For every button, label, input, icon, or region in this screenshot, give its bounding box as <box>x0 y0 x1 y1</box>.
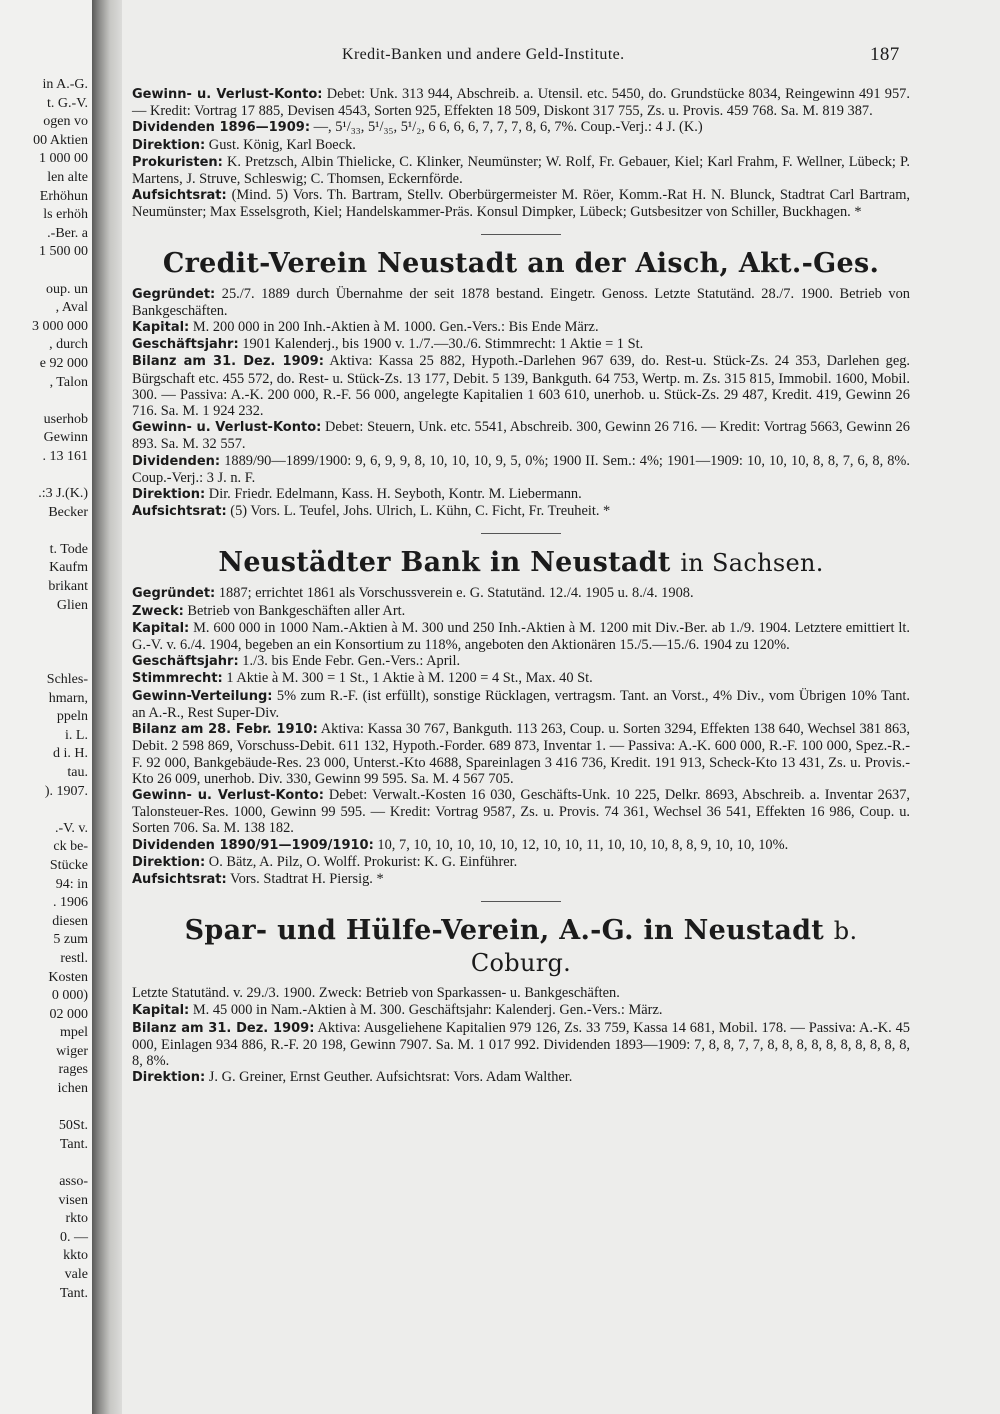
entry-paragraph: Gewinn- u. Verlust-Konto: Debet: Unk. 313 944, Abschreib. a. Utensil. etc. 5450, do. Grundstücke 8034, Reingewinn 491 957. — Kredit: Vortrag 17 885, Devisen 4543, Sorten 925, Effekten 18 509, Diskont 317 755, Zs. u. Provis. 459 768. Sa. M. 819 387. <box>132 86 910 120</box>
margin-fragment: Tant. <box>59 1136 88 1152</box>
margin-fragment: Gewinn <box>43 430 88 446</box>
entry-paragraph: Gewinn-Verteilung: 5% zum R.-F. (ist erfüllt), sonstige Rücklagen, vertragsm. Tant. an Vorst., 4% Div., vom Übrigen 10% Tant. an A.-R., Rest Super-Div. <box>132 687 910 721</box>
margin-fragment: 0 000) <box>51 988 88 1004</box>
document-page <box>122 0 1000 1414</box>
entry-paragraph: Prokuristen: K. Pretzsch, Albin Thielicke, C. Klinker, Neumünster; W. Rolf, Fr. Gebauer, Kiel; Karl Frahm, F. Wellner, Lübeck; P. Martens, J. Struve, Schleswig; C. Thomsen, Eckernförde. <box>132 153 910 188</box>
margin-fragment: asso- <box>59 1174 88 1190</box>
margin-fragment: 3 000 000 <box>32 318 88 334</box>
section-continuation <box>132 86 910 221</box>
entry-paragraph: Dividenden 1896—1909: —, 5¹/₃₃, 5¹/₃₅, 5¹/₂, 6 6, 6, 6, 7, 7, 7, 8, 6, 7%. Coup.-Verj.: 4 J. (K.) <box>132 119 703 136</box>
margin-fragment: .:3 J.(K.) <box>38 486 88 502</box>
margin-fragment: Kaufm <box>49 560 88 576</box>
entry-paragraph: Stimmrecht: 1 Aktie à M. 300 = 1 St., 1 Aktie à M. 1200 = 4 St., Max. 40 St. <box>132 670 593 687</box>
margin-fragment: tau. <box>67 764 88 780</box>
margin-fragment: Tant. <box>59 1285 88 1301</box>
margin-fragment: ogen vo <box>43 114 88 130</box>
entry-paragraph: Kapital: M. 600 000 in 1000 Nam.-Aktien à M. 300 und 250 Inh.-Aktien à M. 1200 mit Div.-Ber. ab 1./9. 1904. Letztere emittiert lt. G.-V. v. 6./4. 1904, begeben an ein Konsortium zu 118%, angeboten den Aktionären 15./5.—15./6. 1904 zu 120%. <box>132 619 910 654</box>
margin-fragment: e 92 000 <box>39 355 88 371</box>
margin-fragment: ls erhöh <box>43 207 88 223</box>
margin-fragment: rkto <box>65 1211 88 1227</box>
margin-fragment <box>0 392 92 411</box>
page-content <box>132 86 910 1086</box>
margin-fragment <box>0 1154 92 1173</box>
margin-fragment: wiger <box>56 1043 88 1059</box>
margin-fragment: Stücke <box>49 857 88 873</box>
margin-fragment: oup. un <box>46 281 88 297</box>
entry-paragraph: Geschäftsjahr: 1./3. bis Ende Febr. Gen.-Vers.: April. <box>132 653 461 670</box>
margin-fragment <box>0 634 92 653</box>
entry-paragraph: Gewinn- u. Verlust-Konto: Debet: Steuern, Unk. etc. 5541, Abschreib. 300, Gewinn 26 716. — Kredit: Vortrag 5663, Gewinn 26 893. Sa. M. 32 557. <box>132 419 910 453</box>
margin-fragment: Kosten <box>48 969 88 985</box>
margin-fragment: , durch <box>49 337 88 353</box>
margin-fragment: vale <box>64 1267 88 1282</box>
margin-fragment: 50St. <box>58 1118 88 1134</box>
margin-fragment: Becker <box>48 504 88 520</box>
entry-paragraph: Dividenden: 1889/90—1899/1900: 9, 6, 9, 9, 8, 10, 10, 10, 9, 5, 0%; 1900 II. Sem.: 4%; 1901—1909: 10, 10, 10, 8, 8, 7, 6, 8, 8%. Coup.-Verj.: 3 J. n. F. <box>132 452 910 486</box>
margin-fragment: len alte <box>47 169 88 185</box>
margin-fragment <box>0 522 92 541</box>
entry-paragraph: Gegründet: 25./7. 1889 durch Übernahme der seit 1878 bestand. Eingetr. Genoss. Letzte Statutänd. 28./7. 1900. Betrieb von Bankgeschäften. <box>132 285 910 319</box>
section-neustaedter-bank <box>132 547 910 888</box>
entry-paragraph: Kapital: M. 45 000 in Nam.-Aktien à M. 300. Geschäftsjahr: Kalenderj. Gen.-Vers.: März. <box>132 1002 663 1019</box>
margin-fragment: ichen <box>57 1081 88 1097</box>
margin-fragment: visen <box>58 1192 88 1208</box>
entry-paragraph: Letzte Statutänd. v. 29./3. 1900. Zweck: Betrieb von Sparkassen- u. Bankgeschäften. <box>132 985 620 1002</box>
margin-fragment: ). 1907. <box>44 783 88 799</box>
margin-fragment: ppeln <box>56 709 88 725</box>
entry-paragraph: Gewinn- u. Verlust-Konto: Debet: Verwalt.-Kosten 16 030, Geschäfts-Unk. 10 225, Delkr. 8693, Abschreib. a. Inventar 2637, Talonsteuer-Res. 1000, Gewinn 99 595. — Kredit: Vortrag 9587, Zs. u. Provis. 74 361, Wechsel 36 541, Effekten 16 986, Coup. u. Sorten 706. Sa. M. 138 182. <box>132 786 910 837</box>
margin-fragment: diesen <box>52 913 88 929</box>
margin-fragment: Schles- <box>46 672 88 687</box>
entry-paragraph: Gegründet: 1887; errichtet 1861 als Vorschussverein e. G. Statutänd. 12./4. 1905 u. 8./4. 1908. <box>132 585 694 602</box>
entry-paragraph: Bilanz am 31. Dez. 1909: Aktiva: Ausgeliehene Kapitalien 979 126, Zs. 33 759, Kassa 14 681, Mobil. 178. — Passiva: A.-K. 45 000, Einlagen 934 886, R.-F. 20 198, Gewinn 7907. Sa. M. 1 017 992. Dividenden 1893—1909: 7, 8, 8, 7, 7, 8, 8, 8, 8, 8, 8, 8, 8, 8, 8, 8, 8%. <box>132 1019 911 1069</box>
section-divider <box>481 901 561 902</box>
entry-paragraph: Direktion: Gust. König, Karl Boeck. <box>132 136 356 153</box>
margin-fragment: Erhöhun <box>39 188 88 204</box>
margin-fragment: 00 Aktien <box>33 132 88 148</box>
entry-paragraph: Direktion: J. G. Greiner, Ernst Geuther. Aufsichtsrat: Vors. Adam Walther. <box>132 1069 573 1086</box>
margin-fragment: . 13 161 <box>42 448 88 464</box>
entry-paragraph: Aufsichtsrat: (5) Vors. L. Teufel, Johs. Ulrich, L. Kühn, C. Ficht, Fr. Treuheit. * <box>132 503 611 520</box>
margin-fragment: kkto <box>63 1248 88 1264</box>
section-heading: Neustädter Bank in Neustadt in Sachsen. <box>218 547 824 579</box>
entry-paragraph: Geschäftsjahr: 1901 Kalenderj., bis 1900 v. 1./7.—30./6. Stimmrecht: 1 Aktie = 1 St. <box>132 336 644 353</box>
entry-paragraph: Aufsichtsrat: (Mind. 5) Vors. Th. Bartram, Stellv. Oberbürgermeister M. Röer, Komm.-Rat H. N. Blunck, Stadtrat Carl Bartram, Neumünster; Max Esselsgroth, Kiel; Handelskammer-Präs. Konsul Dimpker, Lübeck; Gutsbesitzer von Schiller, Buckhagen. * <box>132 187 910 221</box>
margin-fragment: 5 zum <box>53 932 88 948</box>
margin-fragment: ck be- <box>53 839 88 855</box>
section-heading: Spar- und Hülfe-Verein, A.-G. in Neustadt b. Coburg. <box>184 915 858 978</box>
margin-fragment <box>0 466 92 485</box>
entry-paragraph: Bilanz am 28. Febr. 1910: Aktiva: Kassa 30 767, Bankguth. 113 263, Coup. u. Sorten 3294, Effekten 138 640, Wechsel 381 863, Debit. 2 598 869, Vorschuss-Debit. 611 132, Hypoth.-Forder. 689 873, Inventar 1. — Passiva: A.-K. 600 000, R.-F. 100 000, Spez.-R.-F. 92 000, Bankgebäude-Res. 23 000, Unterst.-Kto 4688, Spareinlagen 3 416 736, Kredit. 191 913, Scheck-Kto 13 431, Zs. u. Provis.-Kto 26 009, unerhob. Div. 330, Gewinn 99 595. Sa. M. 4 567 705. <box>132 721 910 787</box>
book-gutter <box>92 0 122 1414</box>
left-page-margin-fragments <box>0 0 92 1414</box>
margin-fragment: i. L. <box>65 727 88 743</box>
entry-paragraph: Aufsichtsrat: Vors. Stadtrat H. Piersig. * <box>132 870 384 887</box>
margin-fragment: userhob <box>43 411 88 427</box>
margin-fragment: 02 000 <box>49 1006 88 1022</box>
margin-fragment: in A.-G. <box>42 77 88 92</box>
entry-paragraph: Kapital: M. 200 000 in 200 Inh.-Aktien à M. 1000. Gen.-Vers.: Bis Ende März. <box>132 319 599 336</box>
margin-fragment <box>0 652 92 671</box>
entry-paragraph: Direktion: Dir. Friedr. Edelmann, Kass. H. Seyboth, Kontr. M. Liebermann. <box>132 486 582 503</box>
section-credit-verein <box>132 248 910 521</box>
margin-fragment: rages <box>58 1062 88 1078</box>
margin-fragment: .-V. v. <box>54 820 88 836</box>
margin-fragment: 0. — <box>60 1229 88 1245</box>
margin-fragment: . 1906 <box>53 895 88 911</box>
margin-fragment: mpel <box>60 1025 88 1041</box>
margin-fragment: .-Ber. a <box>47 225 88 241</box>
running-title: Kredit-Banken und andere Geld-Institute. <box>342 46 625 63</box>
margin-fragment: , Talon <box>49 374 88 390</box>
margin-fragment: Glien <box>56 597 88 613</box>
margin-fragment: 94: in <box>55 876 88 892</box>
section-spar-huelfe-verein <box>132 915 910 1086</box>
margin-fragment: t. G.-V. <box>47 95 88 111</box>
margin-fragment: 1 000 00 <box>39 151 88 167</box>
entry-paragraph: Direktion: O. Bätz, A. Pilz, O. Wolff. Prokurist: K. G. Einführer. <box>132 853 518 870</box>
margin-fragment: brikant <box>48 579 88 595</box>
section-divider <box>481 234 561 235</box>
margin-fragment <box>0 1099 92 1118</box>
entry-paragraph: Zweck: Betrieb von Bankgeschäften aller Art. <box>132 602 406 619</box>
margin-fragment: hmarn, <box>48 690 88 706</box>
margin-fragment <box>0 801 92 820</box>
page-number: 187 <box>870 44 900 65</box>
entry-paragraph: Bilanz am 31. Dez. 1909: Aktiva: Kassa 25 882, Hypoth.-Darlehen 967 639, do. Rest-u. Stück-Zs. 24 353, Darlehen geg. Bürgschaft etc. 455 572, do. Rest- u. Stück-Zs. 13 177, Debit. 5 139, Bankguth. 64 753, Wertp. m. Zs. 315 815, Immobil. 1600, Mobil. 300. — Passiva: A.-K. 200 000, R.-F. 56 000, angelegte Kapitalien 1 603 610, unerhob. u. Stück-Zs. 29 487, Kredit. 419, Gewinn 26 716. Sa. M. 1 924 232. <box>132 353 911 420</box>
margin-fragment <box>0 615 92 634</box>
margin-fragment: d i. H. <box>53 746 88 762</box>
section-heading: Credit-Verein Neustadt an der Aisch, Akt.-Ges. <box>162 247 880 279</box>
margin-fragment: , Aval <box>55 300 88 316</box>
entry-paragraph: Dividenden 1890/91—1909/1910: 10, 7, 10, 10, 10, 10, 10, 12, 10, 10, 11, 10, 10, 10, 8, 8, 9, 10, 10, 10%. <box>132 836 789 853</box>
section-divider <box>481 533 561 534</box>
margin-fragment: t. Tode <box>49 541 88 557</box>
margin-fragment: restl. <box>60 950 88 966</box>
margin-fragment: 1 500 00 <box>39 244 88 260</box>
margin-fragment <box>0 262 92 281</box>
